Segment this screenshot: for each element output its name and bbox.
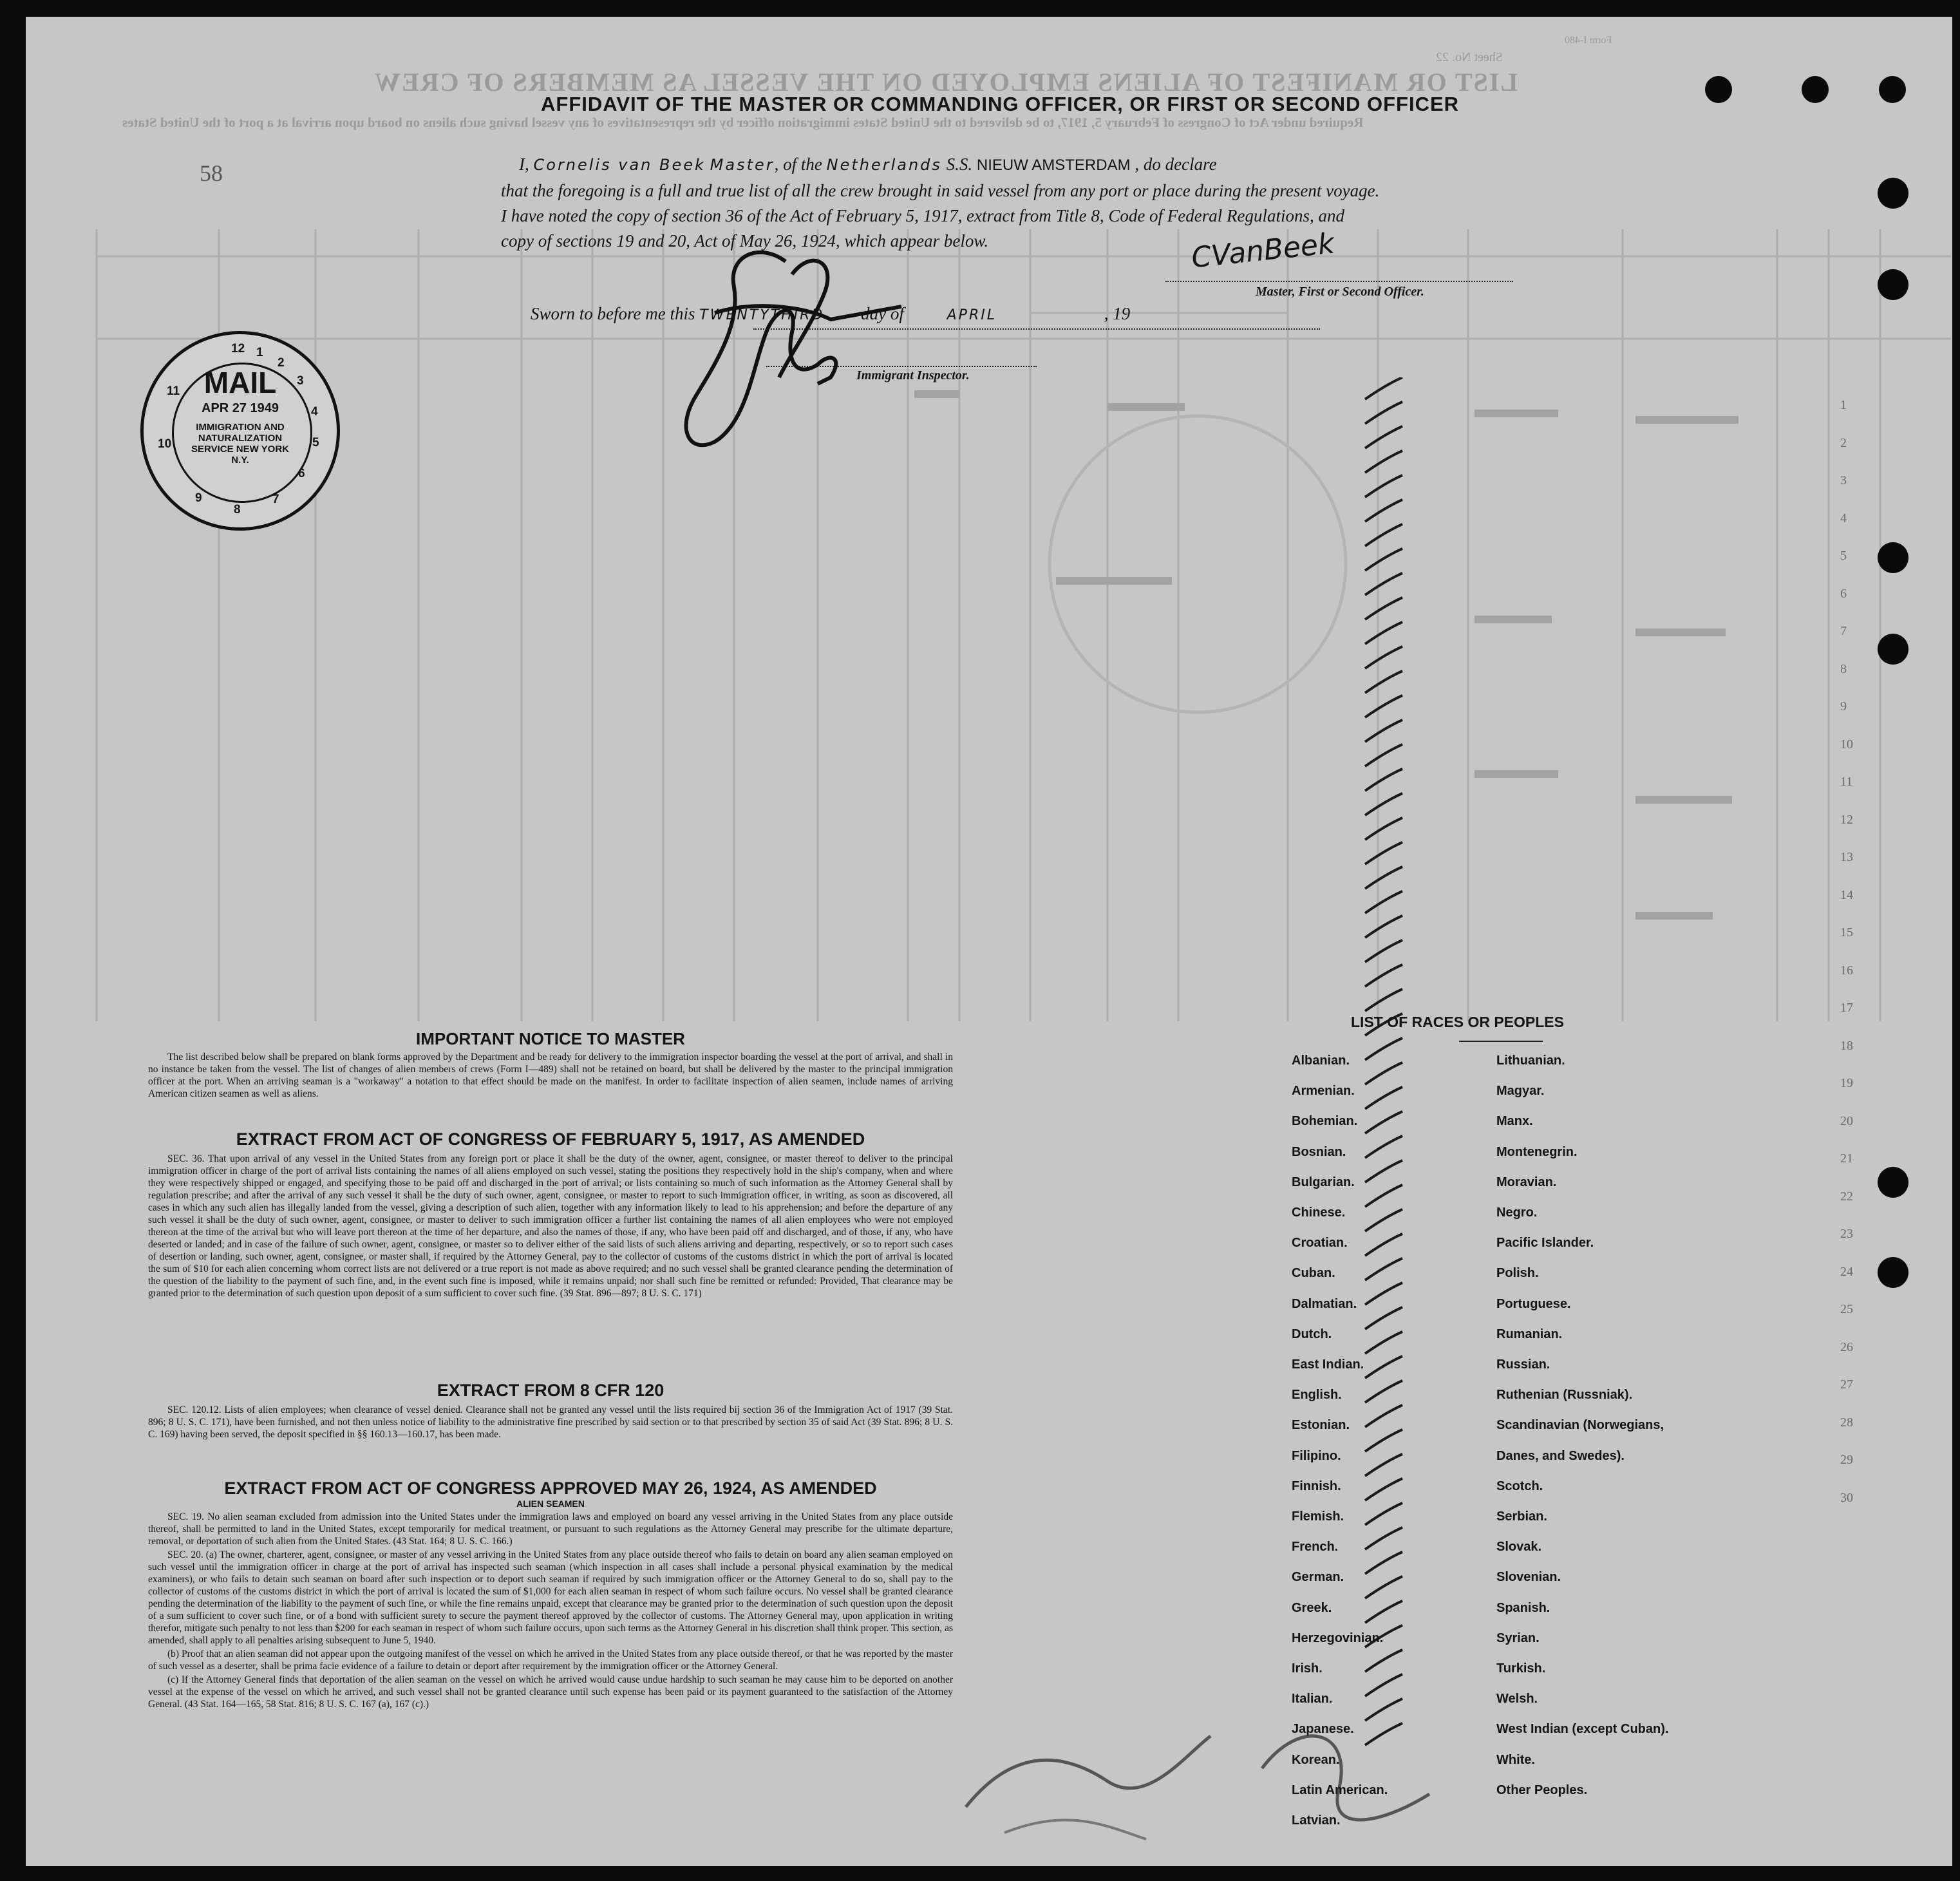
stamp-hour: 9 xyxy=(195,491,202,505)
race-item: Welsh. xyxy=(1496,1692,1538,1706)
race-item: Portuguese. xyxy=(1496,1296,1571,1311)
race-item: Herzegovinian. xyxy=(1292,1631,1384,1645)
race-item: Greek. xyxy=(1292,1600,1332,1615)
manifest-sheet xyxy=(26,17,1952,1866)
ditto-slash xyxy=(1365,965,1402,987)
affidavit-i: I, xyxy=(519,155,529,174)
row-number: 22 xyxy=(1840,1189,1853,1204)
mail-received-stamp xyxy=(140,331,340,531)
race-item: Japanese. xyxy=(1292,1722,1354,1737)
row-number: 3 xyxy=(1840,473,1847,487)
row-number: 29 xyxy=(1840,1453,1853,1467)
race-item: Ruthenian (Russniak). xyxy=(1496,1388,1633,1403)
extract-1917-title: EXTRACT FROM ACT OF CONGRESS OF FEBRUARY 5, 1917, AS AMENDED xyxy=(236,1130,865,1149)
ditto-slash xyxy=(1365,1160,1402,1182)
inspector-signature xyxy=(637,236,934,468)
punch-hole xyxy=(1878,542,1908,573)
race-item: Bulgarian. xyxy=(1292,1175,1355,1189)
ditto-slash xyxy=(1365,1601,1402,1623)
extract-1924-sec20b: (b) Proof that an alien seaman did not appear upon the outgoing manifest of the vessel on which he arrived in the United States from any place outside thereof, or that he was reported by the master of such vessel as a deserter, shall be prima facie evidence of a failure to detain or deport after requirement by the immigration officer or the Attorney General. xyxy=(148,1649,953,1672)
ditto-slash xyxy=(1365,867,1402,889)
row-number: 9 xyxy=(1840,699,1847,714)
punch-hole xyxy=(1705,76,1732,103)
race-item: Armenian. xyxy=(1292,1084,1355,1099)
race-item: Scotch. xyxy=(1496,1479,1543,1493)
ditto-slash xyxy=(1365,451,1402,473)
race-item: Filipino. xyxy=(1292,1448,1341,1463)
ditto-slash xyxy=(1365,769,1402,791)
ditto-slash xyxy=(1365,1430,1402,1451)
bleed-through-sheet: Sheet No. 22 xyxy=(1436,50,1503,64)
race-item: English. xyxy=(1292,1388,1342,1403)
extract-8cfr-sec120: SEC. 120.12. Lists of alien employees; when clearance of vessel denied. Clearance shall not be granted any vessel until the lists required bij section 36 of the Immigration Act of 1917 (39 Stat. 896; 8 U. S. C. 171), have been furnished, and not then unless notice of liability to the administrative fine prescribed by said section or to that prescribed by section 35 of said Act (39 Stat. 896; 8 U. S. C. 169) having been served, the deposit specified in §§ 160.13—160.17, has been made. xyxy=(148,1404,953,1440)
stamp-hour: 7 xyxy=(272,493,279,506)
sworn-month: APRIL xyxy=(947,307,997,323)
ditto-slash xyxy=(1365,1405,1402,1427)
row-number: 30 xyxy=(1840,1490,1853,1505)
sworn-day: TWENTYTHIRD xyxy=(699,307,825,323)
ditto-slash xyxy=(1365,1356,1402,1378)
row-number: 11 xyxy=(1840,775,1853,789)
race-item: French. xyxy=(1292,1540,1339,1555)
ditto-slash xyxy=(1365,1454,1402,1476)
race-item: Dalmatian. xyxy=(1292,1296,1357,1311)
race-item: Spanish. xyxy=(1496,1600,1550,1615)
punch-hole xyxy=(1802,76,1829,103)
race-item: Danes, and Swedes). xyxy=(1496,1448,1625,1463)
extract-8cfr-body xyxy=(148,1404,953,1442)
row-number: 19 xyxy=(1840,1076,1853,1090)
race-item: Finnish. xyxy=(1292,1479,1341,1493)
affidavit-line-1 xyxy=(519,155,1217,175)
row-number: 20 xyxy=(1840,1113,1853,1128)
punch-hole xyxy=(1878,1167,1908,1198)
master-name: Cornelis van Beek xyxy=(533,156,706,174)
stamp-service: IMMIGRATION AND NATURALIZATION SERVICE NEW YORK N.Y. xyxy=(191,422,289,466)
race-item: Estonian. xyxy=(1292,1418,1350,1433)
race-item: Rumanian. xyxy=(1496,1327,1563,1341)
ditto-marks-column xyxy=(1352,377,1429,1846)
bleed-through-header: LIST OR MANIFEST OF ALIENS EMPLOYED ON THE VESSEL AS MEMBERS OF CREW xyxy=(373,68,1518,97)
ditto-slash xyxy=(1365,1038,1402,1060)
ditto-slash xyxy=(1365,402,1402,424)
ditto-slash xyxy=(1365,1234,1402,1256)
extract-1917-sec36: SEC. 36. That upon arrival of any vessel in the United States from any foreign port or place it shall be the duty of the owner, agent, consignee, or master thereof to deliver to the principal immigration officer in charge of the port of arrival lists containing the names of all aliens employed on such vessel, stating the positions they respectively hold in the ship's company, when and where they were respectively shipped or engaged, and specifying those to be paid off and discharged in the port of arrival; or lists containing so much of such information as the Attorney General shall by regulation prescribe; and after the arrival of any such vessel it shall be the duty of such owner, agent, consignee, or master to report to such immigration officer, in writing, as soon as discovered, all cases in which any such alien has illegally landed from the vessel, giving a description of such alien, together with any information likely to lead to his apprehension; and before the departure of any such vessel it shall be the duty of such owner, agent, consignee, or master to deliver to such immigration officer a further list containing the names of all alien employees who were not employed thereon at the time of the arrival but who will leave port thereon at the time of her departure, and also the names of those, if any, who have been paid off and discharged, and of those, if any, who have deserted or landed; and in case of the failure of such owner, agent, consignee, or master so to deliver either of the said lists of such aliens arriving and departing, respectively, or so to report such cases of desertion or landing, such owner, agent, consignee, or master shall, if required by the Attorney General, pay to the collector of customs of the customs district in which the port of arrival is located the sum of $10 for each alien concerning whom correct lists are not delivered or a true report is not made as above required; and no such vessel shall be granted clearance pending the determination of the question of the liability to the payment of such fine, and, in the event such fine is imposed, while it remains unpaid; nor shall such fine be remitted or refunded: Provided, That clearance may be granted prior to the determination of such question upon deposit of a sum sufficient to cover such fine. (39 Stat. 896—897; 8 U. S. C. 171) xyxy=(148,1153,953,1299)
race-item: Negro. xyxy=(1496,1205,1538,1220)
affidavit-line-3: I have noted the copy of section 36 of the Act of February 5, 1917, extract from Title 8, Code of Federal Regulations, and xyxy=(501,206,1345,225)
notice-title: IMPORTANT NOTICE TO MASTER xyxy=(416,1029,685,1048)
ditto-slash xyxy=(1365,916,1402,938)
row-number: 2 xyxy=(1840,435,1847,450)
ditto-slash xyxy=(1365,1087,1402,1109)
ditto-slash xyxy=(1365,989,1402,1011)
bottom-scrawl xyxy=(940,1678,1494,1858)
races-title: LIST OF RACES OR PEOPLES xyxy=(1351,1014,1564,1030)
row-number: 14 xyxy=(1840,887,1853,902)
row-number: 26 xyxy=(1840,1339,1853,1354)
punch-hole xyxy=(1878,1257,1908,1288)
sworn-year: , 19 xyxy=(1104,304,1131,323)
punch-hole xyxy=(1878,634,1908,665)
row-number: 15 xyxy=(1840,925,1853,940)
inspector-caption: Immigrant Inspector. xyxy=(856,368,970,383)
row-number: 8 xyxy=(1840,661,1847,676)
race-item: Irish. xyxy=(1292,1661,1323,1676)
race-item: Moravian. xyxy=(1496,1175,1557,1189)
ditto-slash xyxy=(1365,1283,1402,1305)
ditto-slash xyxy=(1365,695,1402,717)
ditto-slash xyxy=(1365,1185,1402,1207)
race-item: Bohemian. xyxy=(1292,1114,1358,1129)
race-item: Slovak. xyxy=(1496,1540,1542,1555)
races-title-rule xyxy=(1459,1041,1543,1042)
stamp-hour: 4 xyxy=(311,405,318,419)
stamp-hour: 5 xyxy=(312,436,319,449)
ditto-slash xyxy=(1365,671,1402,693)
ditto-slash xyxy=(1365,1136,1402,1158)
ditto-slash xyxy=(1365,500,1402,522)
punch-hole xyxy=(1878,178,1908,209)
race-item: Cuban. xyxy=(1292,1266,1335,1281)
race-item: Lithuanian. xyxy=(1496,1054,1565,1068)
row-number: 27 xyxy=(1840,1377,1853,1392)
race-item: Slovenian. xyxy=(1496,1570,1561,1585)
race-item: Turkish. xyxy=(1496,1661,1546,1676)
row-number: 17 xyxy=(1840,1001,1853,1015)
master-signature-line xyxy=(1165,281,1513,282)
extract-1924-sec19: SEC. 19. No alien seaman excluded from admission into the United States under the immigration laws and employed on board any vessel arriving in the United States from any place outside thereof, shall be permitted to land in the United States, except temporarily for medical treatment, or pursuant to such regulations as the Attorney General may prescribe for the ultimate departure, removal, or deportation of such alien from the United States. (43 Stat. 164; 8 U. S. C. 166.) xyxy=(148,1511,953,1547)
ditto-slash xyxy=(1365,1576,1402,1598)
punch-hole xyxy=(1879,76,1906,103)
ditto-slash xyxy=(1365,377,1402,399)
race-item: Flemish. xyxy=(1292,1509,1344,1524)
race-item: Manx. xyxy=(1496,1114,1533,1129)
stamp-hour: 8 xyxy=(234,503,241,516)
race-item: Pacific Islander. xyxy=(1496,1236,1594,1251)
row-number: 1 xyxy=(1840,398,1847,412)
ss-label: S.S. xyxy=(946,155,973,174)
race-item: Latvian. xyxy=(1292,1813,1341,1828)
extract-1924-subtitle: ALIEN SEAMEN xyxy=(516,1498,585,1509)
ditto-slash xyxy=(1365,598,1402,619)
race-item: Korean. xyxy=(1292,1752,1340,1767)
stamp-hour: 3 xyxy=(297,374,304,388)
race-item: Polish. xyxy=(1496,1266,1539,1281)
row-number: 5 xyxy=(1840,549,1847,563)
row-number: 4 xyxy=(1840,511,1847,525)
row-number: 21 xyxy=(1840,1151,1853,1166)
race-item: Other Peoples. xyxy=(1496,1782,1588,1797)
row-number: 18 xyxy=(1840,1038,1853,1053)
ditto-slash xyxy=(1365,524,1402,546)
stamp-date: APR 27 1949 xyxy=(201,401,279,415)
ditto-slash xyxy=(1365,1111,1402,1133)
punch-hole xyxy=(1878,269,1908,300)
extract-1924-title: EXTRACT FROM ACT OF CONGRESS APPROVED MAY 26, 1924, AS AMENDED xyxy=(224,1479,877,1498)
race-item: West Indian (except Cuban). xyxy=(1496,1722,1669,1737)
row-number: 7 xyxy=(1840,624,1847,638)
ditto-slash xyxy=(1365,549,1402,571)
sworn-prefix: Sworn to before me this xyxy=(531,304,695,323)
extract-1917-body xyxy=(148,1153,953,1301)
ditto-slash xyxy=(1365,1381,1402,1403)
ditto-slash xyxy=(1365,475,1402,497)
race-item: White. xyxy=(1496,1752,1535,1767)
master-title: Master xyxy=(710,156,775,174)
race-item: Italian. xyxy=(1292,1692,1333,1706)
extract-8cfr-title: EXTRACT FROM 8 CFR 120 xyxy=(437,1381,664,1400)
notice-body xyxy=(148,1051,953,1101)
ditto-slash xyxy=(1365,426,1402,448)
stamp-hour: 1 xyxy=(256,346,263,359)
ditto-slash xyxy=(1365,891,1402,913)
extract-1924-sec20c: (c) If the Attorney General finds that deportation of the alien seaman on the vessel on which he arrived would cause undue hardship to such seaman he may cause him to be deported on another vessel at the expense of the vessel on which he arrived, and such vessel shall not be granted clearance until such expense has been paid or its payment guaranteed to the satisfaction of the Attorney General. (43 Stat. 164—165, 58 Stat. 816; 8 U. S. C. 167 (a), 167 (c).) xyxy=(148,1674,953,1710)
ditto-slash xyxy=(1365,1307,1402,1329)
row-number: 16 xyxy=(1840,963,1853,978)
row-number: 28 xyxy=(1840,1415,1853,1430)
race-item: Syrian. xyxy=(1496,1631,1540,1645)
ship-name: NIEUW AMSTERDAM xyxy=(976,156,1131,174)
ditto-slash xyxy=(1365,647,1402,668)
race-item: Russian. xyxy=(1496,1357,1550,1372)
ditto-slash xyxy=(1365,1209,1402,1231)
ditto-slash xyxy=(1365,720,1402,742)
race-item: Bosnian. xyxy=(1292,1144,1346,1159)
master-caption: Master, First or Second Officer. xyxy=(1256,285,1424,299)
race-item: Dutch. xyxy=(1292,1327,1332,1341)
race-item: East Indian. xyxy=(1292,1357,1364,1372)
race-item: Montenegrin. xyxy=(1496,1144,1578,1159)
affidavit-title: AFFIDAVIT OF THE MASTER OR COMMANDING OFFICER, OR FIRST OR SECOND OFFICER xyxy=(541,93,1460,115)
stamp-mail: MAIL xyxy=(203,366,277,399)
ditto-slash xyxy=(1365,744,1402,766)
ditto-slash xyxy=(1365,818,1402,840)
ditto-slash xyxy=(1365,1552,1402,1574)
affidavit-declare: , do declare xyxy=(1135,155,1217,174)
row-number: 25 xyxy=(1840,1302,1853,1316)
affidavit-of-the: , of the xyxy=(774,155,822,174)
row-number: 6 xyxy=(1840,586,1847,601)
bleed-through-required: Required under Act of Congress of February 5, 1917, to be delivered to the United States immigration officer by the representatives of any vessel having such aliens on board upon arrival at a port of the United States xyxy=(122,115,1364,130)
ditto-slash xyxy=(1365,1503,1402,1525)
vessel-nationality: Netherlands xyxy=(826,156,942,174)
stamp-hour: 6 xyxy=(298,467,305,480)
stamp-hour: 2 xyxy=(278,356,285,370)
ditto-slash xyxy=(1365,1063,1402,1084)
ditto-slash xyxy=(1365,622,1402,644)
bleed-through-page-number: 58 xyxy=(200,160,223,186)
row-number: 12 xyxy=(1840,812,1853,827)
ditto-slash xyxy=(1365,1479,1402,1500)
race-item: Serbian. xyxy=(1496,1509,1547,1524)
race-item: Magyar. xyxy=(1496,1084,1545,1099)
sworn-day-of: day of xyxy=(861,304,904,323)
row-number: 13 xyxy=(1840,850,1853,864)
affidavit-line-2: that the foregoing is a full and true list of all the crew brought in said vessel from any port or place during the present voyage. xyxy=(501,181,1380,200)
row-number: 10 xyxy=(1840,737,1853,751)
ditto-slash xyxy=(1365,842,1402,864)
race-item: Scandinavian (Norwegians, xyxy=(1496,1418,1664,1433)
ditto-slash xyxy=(1365,793,1402,815)
stamp-hour: 12 xyxy=(231,342,245,355)
stamp-hour: 10 xyxy=(158,437,172,451)
ditto-slash xyxy=(1365,1258,1402,1280)
row-number: 23 xyxy=(1840,1227,1853,1241)
ditto-slash xyxy=(1365,1650,1402,1672)
affidavit-line-4: copy of sections 19 and 20, Act of May 26, 1924, which appear below. xyxy=(501,231,989,250)
master-signature: CVanBeek xyxy=(1189,227,1336,275)
ditto-slash xyxy=(1365,940,1402,962)
race-item: German. xyxy=(1292,1570,1344,1585)
extract-1924-sec20a: SEC. 20. (a) The owner, charterer, agent, consignee, or master of any vessel arriving in the United States from any place outside thereof who fails to detain on board any alien seaman employed on such vessel until the immigration officer in charge at the port of arrival has inspected such seaman (which inspection in all cases shall include a personal physical examination by the medical examiners), or who fails to detain such seaman on board after such inspection or to deport such seaman if required by such immigration officer or the Attorney General to do so, shall pay to the collector of customs of the customs district in which the port of arrival is located the sum of $1,000 for each alien seaman in respect of whom such failure occurs. No vessel shall be granted clearance pending the determination of the liability to the payment of such fine, or while the fine remains unpaid, except that clearance may be granted prior to the determination of such question upon the deposit of a sum sufficient to cover such fine, or of a bond with sufficient surety to secure the payment thereof approved by the collector of customs. The Attorney General may, upon application in writing therefor, mitigate such penalty to not less than $200 for each seaman in respect of whom such failure occurs, upon such terms as the Attorney General in his discretion shall think proper. This section, as amended, shall apply to all penalties arising subsequent to June 5, 1940. xyxy=(148,1549,953,1646)
ditto-slash xyxy=(1365,1332,1402,1354)
race-item: Croatian. xyxy=(1292,1236,1348,1251)
race-item: Chinese. xyxy=(1292,1205,1346,1220)
ditto-slash xyxy=(1365,1527,1402,1549)
bleed-through-form: Form I-480 xyxy=(1565,35,1612,46)
stamp-hour: 11 xyxy=(167,384,180,398)
row-number: 24 xyxy=(1840,1264,1853,1279)
notice-paragraph: The list described below shall be prepared on blank forms approved by the Department and be ready for delivery to the immigration inspector boarding the vessel at the port of arrival, and shall in no instance be taken from the vessel. The list of changes of alien members of crews (Form I—489) shall not be retained on board, but shall be delivered by the master to the principal immigration officer at the port. When an arriving seaman is a "workaway" a notation to that effect should be made on the manifest. In order to facilitate inspection of alien seamen, include names of arriving American citizen seamen as well as aliens. xyxy=(148,1052,953,1099)
extract-1924-body xyxy=(148,1511,953,1712)
ditto-slash xyxy=(1365,573,1402,595)
race-item: Albanian. xyxy=(1292,1054,1350,1068)
race-item: Latin American. xyxy=(1292,1782,1388,1797)
